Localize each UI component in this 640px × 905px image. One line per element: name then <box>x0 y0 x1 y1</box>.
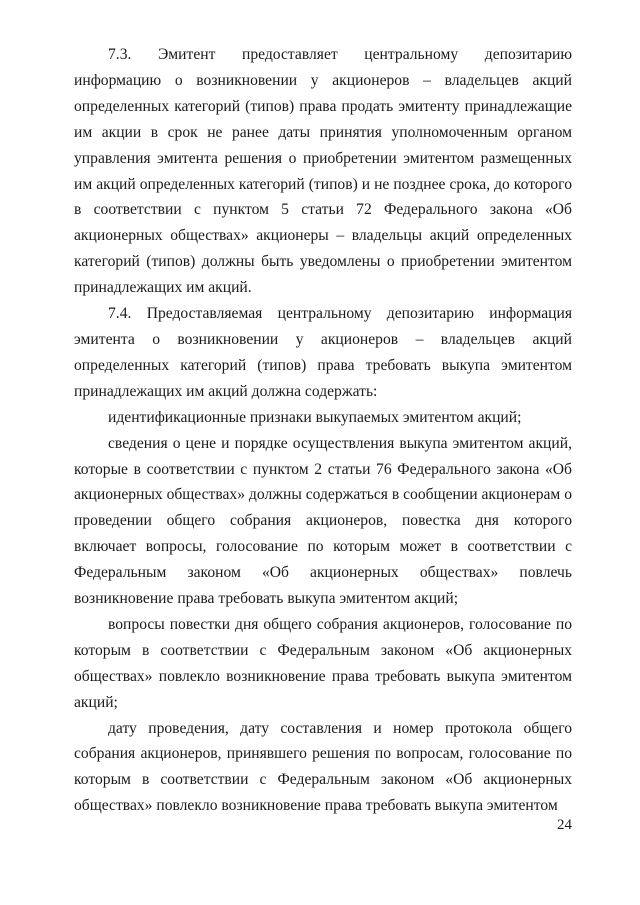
paragraph-meeting-date: дату проведения, дату составления и номер протокола общего собрания акционеров, принявшего решения по вопросам, голосование по которым в соответствии с Федеральным законом «Об акционерных обществах» повлекло возникновение права требовать выкупа эмитентом <box>74 719 572 815</box>
paragraph-agenda-questions: вопросы повестки дня общего собрания акционеров, голосование по которым в соответствии с Федеральным законом «Об акционерных обществах» повлекло возникновение права требовать выкупа эмитентом акций; <box>74 615 572 711</box>
page-number: 24 <box>557 817 572 833</box>
document-body <box>74 42 572 819</box>
paragraph-7-4: 7.4. Предоставляемая центральному депозитарию информация эмитента о возникновении у акционеров – владельцев акций определенных категорий (типов) права требовать выкупа эмитентом принадлежащих им акций должна содержать: <box>74 305 572 400</box>
paragraph-price-info: сведения о цене и порядке осуществления выкупа эмитентом акций, которые в соответствии с пунктом 2 статьи 76 Федерального закона «Об акционерных обществах» должны содержаться в сообщении акционерам о проведении общего собрания акционеров, повестка дня которого включает вопросы, голосование по которым может в соответствии с Федеральным законом «Об акционерных обществах» повлечь возникновение права требовать выкупа эмитентом акций; <box>74 434 572 608</box>
paragraph-7-3: 7.3. Эмитент предоставляет центральному депозитарию информацию о возникновении у акционеров – владельцев акций определенных категорий (типов) права продать эмитенту принадлежащие им акции в срок не ранее даты принятия уполномоченным органом управления эмитента решения о приобретении эмитентом размещенных им акций определенных категорий (типов) и не позднее срока, до которого в соответствии с пунктом 5 статьи 72 Федерального закона «Об акционерных обществах» акционеры – владельцы акций определенных категорий (типов) должны быть уведомлены о приобретении эмитентом принадлежащих им акций. <box>74 46 572 297</box>
paragraph-identification: идентификационные признаки выкупаемых эмитентом акций; <box>108 408 522 426</box>
